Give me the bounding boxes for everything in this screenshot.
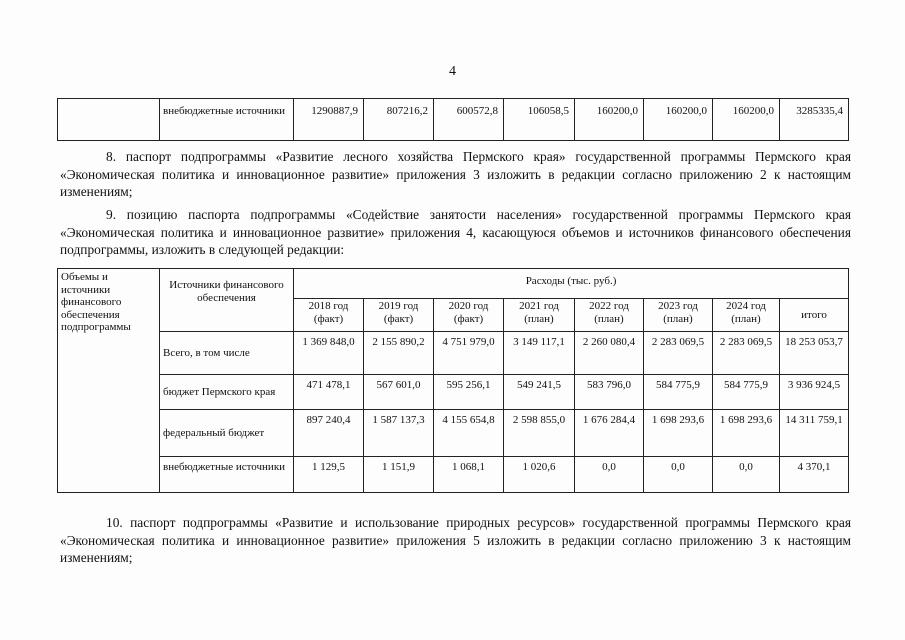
table-cell: 14 311 759,1 xyxy=(780,410,849,457)
table-cell: 2 283 069,5 xyxy=(713,332,780,375)
table-cell: 0,0 xyxy=(644,457,713,493)
table-cell: 1 698 293,6 xyxy=(644,410,713,457)
paragraph-9: 9. позицию паспорта подпрограммы «Содействие занятости населения» государственной программы Пермского края «Экономическая политика и инновационное развитие» приложения 4, касающуюся объемов и источников финансового обеспечения подпрограммы, изложить в следующей редакции: xyxy=(60,207,851,258)
empty-cell xyxy=(58,99,160,141)
table-cell: 1 068,1 xyxy=(434,457,504,493)
year-header: 2022 год (план) xyxy=(575,299,644,332)
sources-header: Источники финансового обеспечения xyxy=(160,269,294,332)
table-cell: 4 370,1 xyxy=(780,457,849,493)
row-label: федеральный бюджет xyxy=(160,410,294,457)
table-cell: 4 155 654,8 xyxy=(434,410,504,457)
table-cell: 2 260 080,4 xyxy=(575,332,644,375)
table-cell: 3 149 117,1 xyxy=(504,332,575,375)
table-cell: 2 283 069,5 xyxy=(644,332,713,375)
table-cell: 2 598 855,0 xyxy=(504,410,575,457)
table-cell: 471 478,1 xyxy=(294,375,364,410)
table-cell: 549 241,5 xyxy=(504,375,575,410)
table-cell: 1 676 284,4 xyxy=(575,410,644,457)
table-row xyxy=(58,410,849,457)
table-cell: 1 151,9 xyxy=(364,457,434,493)
paragraph-8: 8. паспорт подпрограммы «Развитие лесного хозяйства Пермского края» государственной программы Пермского края «Экономическая политика и инновационное развитие» приложения 3 изложить в редакции согласно приложению 2 к настоящим изменениям; xyxy=(60,149,851,200)
table-cell: 18 253 053,7 xyxy=(780,332,849,375)
table-cell: 1 020,6 xyxy=(504,457,575,493)
table-row xyxy=(58,375,849,410)
paragraph-10: 10. паспорт подпрограммы «Развитие и использование природных ресурсов» государственной программы Пермского края «Экономическая политика и инновационное развитие» приложения 5 изложить в редакции согласно приложению 3 к настоящим изменениям; xyxy=(60,515,851,566)
table-cell: 2 155 890,2 xyxy=(364,332,434,375)
table-cell: 583 796,0 xyxy=(575,375,644,410)
table-cell: 3285335,4 xyxy=(780,99,849,141)
table-cell: 160200,0 xyxy=(644,99,713,141)
table-row xyxy=(58,457,849,493)
page-number: 4 xyxy=(449,64,456,79)
expenses-header: Расходы (тыс. руб.) xyxy=(294,269,849,299)
table-cell: 600572,8 xyxy=(434,99,504,141)
table-cell: 160200,0 xyxy=(575,99,644,141)
year-header: 2023 год (план) xyxy=(644,299,713,332)
total-header: итого xyxy=(780,299,849,332)
year-header: 2018 год (факт) xyxy=(294,299,364,332)
table-cell: 3 936 924,5 xyxy=(780,375,849,410)
table-cell: 0,0 xyxy=(713,457,780,493)
table-cell: 807216,2 xyxy=(364,99,434,141)
financing-table xyxy=(57,268,849,493)
table-cell: 595 256,1 xyxy=(434,375,504,410)
table-row xyxy=(58,332,849,375)
header-row xyxy=(58,269,849,299)
table-cell: 1290887,9 xyxy=(294,99,364,141)
table-row xyxy=(58,99,849,141)
table-cell: 1 129,5 xyxy=(294,457,364,493)
table-cell: 1 587 137,3 xyxy=(364,410,434,457)
table-cell: 1 698 293,6 xyxy=(713,410,780,457)
table-cell: 567 601,0 xyxy=(364,375,434,410)
row-label: бюджет Пермского края xyxy=(160,375,294,410)
table-cell: 160200,0 xyxy=(713,99,780,141)
continued-table xyxy=(57,98,849,141)
row-label: внебюджетные источники xyxy=(160,99,294,141)
year-header: 2021 год (план) xyxy=(504,299,575,332)
table-cell: 584 775,9 xyxy=(713,375,780,410)
table-cell: 0,0 xyxy=(575,457,644,493)
table-cell: 1 369 848,0 xyxy=(294,332,364,375)
table-cell: 106058,5 xyxy=(504,99,575,141)
table-cell: 4 751 979,0 xyxy=(434,332,504,375)
row-label: Всего, в том числе xyxy=(160,332,294,375)
year-header: 2019 год (факт) xyxy=(364,299,434,332)
row-label: внебюджетные источники xyxy=(160,457,294,493)
year-header: 2024 год (план) xyxy=(713,299,780,332)
section-label: Объемы и источники финансового обеспечения подпрограммы xyxy=(58,269,160,493)
table-cell: 584 775,9 xyxy=(644,375,713,410)
table-cell: 897 240,4 xyxy=(294,410,364,457)
year-header: 2020 год (факт) xyxy=(434,299,504,332)
